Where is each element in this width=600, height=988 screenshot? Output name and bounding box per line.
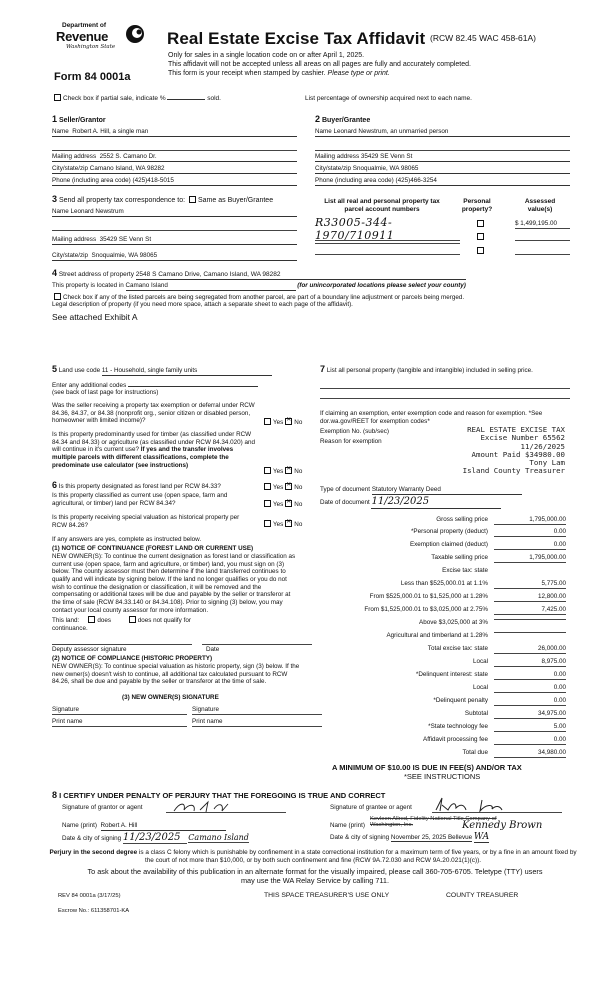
- additional-codes-field[interactable]: [128, 386, 258, 387]
- grantee-signature-row: Signature of grantee or agent: [330, 804, 412, 811]
- form-number: Form 84 0001a: [54, 71, 131, 83]
- grantee-name-row: Name (print) Kevleen Allred, Fidelity National Title Company of Washington, Inc. Kennedy Brown: [330, 816, 543, 831]
- street-address-field[interactable]: 2548 S Camano Drive, Camano Island, WA 98282: [136, 271, 466, 280]
- landuse-field[interactable]: 11 - Household, single family units: [102, 367, 272, 376]
- grantor-name-row: Name (print) Robert A. Hill: [62, 822, 226, 831]
- treasurer-use-only: THIS SPACE TREASURER'S USE ONLY: [264, 892, 390, 899]
- doc-date-row: Date of document 11/23/2025: [320, 496, 501, 509]
- page-title: Real Estate Excise Tax Affidavit: [167, 29, 426, 48]
- accessibility-notice: To ask about the availability of this publication in an alternate format for the visually impaired, please call 360-705-6705. Teletype (TTY) users may use the WA Relay Service by calling 711.: [87, 867, 543, 885]
- exemption-note: If claiming an exemption, enter exemption code and reason for exemption. *See dor.wa.gov/REET for exemption codes*: [320, 410, 543, 425]
- agri-tax[interactable]: [494, 632, 566, 633]
- partial-sale-checkbox[interactable]: [54, 94, 61, 101]
- notice1-heading: (1) NOTICE OF CONTINUANCE (FOREST LAND OR CURRENT USE): [52, 545, 254, 552]
- tax-row: Taxable selling price 1,795,000.00: [431, 554, 566, 561]
- current-use-question: Is this property classified as current use (open space, farm and agricultural, or timber) land per RCW 84.34?: [52, 492, 228, 507]
- logo-swirl-icon: [124, 24, 146, 44]
- total-due[interactable]: 34,980.00: [494, 749, 566, 758]
- segregate-row: Check box if any of the listed parcels are being segregated from another parcel, are part of a boundary line adjustment or parcels being merged.: [52, 293, 572, 302]
- correspondence-heading: 3 Send all property tax correspondence to: Same as Buyer/Grantee: [52, 194, 274, 204]
- if-yes-note: If any answers are yes, complete as instructed below.: [52, 536, 202, 543]
- grantee-state-handwritten[interactable]: WA: [473, 832, 490, 842]
- grantor-city-handwritten[interactable]: Camano Island: [188, 833, 249, 842]
- tax-row: *State technology fee 5.00: [428, 723, 566, 730]
- seller-name-field[interactable]: Name Robert A. Hill, a single man: [52, 128, 297, 137]
- tax-row: Excise tax: state: [442, 567, 488, 574]
- buyer-city-field[interactable]: City/state/zip Snoqualmie, WA 98065: [315, 165, 570, 174]
- tier2-tax[interactable]: 12,800.00: [494, 593, 566, 602]
- taxable-selling-price[interactable]: 1,795,000.00: [494, 554, 566, 563]
- personal-property-checkbox-1[interactable]: [477, 220, 484, 227]
- delinquent-interest-local[interactable]: 0.00: [494, 684, 566, 693]
- logo-dept: Department of: [62, 22, 107, 29]
- historic-yes-checkbox[interactable]: [264, 520, 271, 527]
- additional-codes-row: Enter any additional codes: [52, 382, 318, 390]
- personal-property-deduct[interactable]: 0.00: [494, 528, 566, 537]
- tax-row: Total excise tax: state 26,000.00: [427, 645, 566, 652]
- legal-label: Legal description of property (if you need more space, attach a separate sheet to each page of the affidavit).: [52, 301, 353, 309]
- assessed-value-1[interactable]: $ 1,499,195.00: [515, 220, 570, 229]
- tier1-tax[interactable]: 5,775.00: [494, 580, 566, 589]
- tax-row: Gross selling price 1,795,000.00: [436, 516, 566, 523]
- sec7: [320, 364, 572, 507]
- buyer-heading: 2 Buyer/Grantee: [315, 114, 371, 124]
- forest-question: 6 Is this property designated as forest land per RCW 84.33?: [52, 480, 221, 490]
- notice1-body: NEW OWNER(S): To continue the current designation as forest land or classification as current use (open space, farm and agriculture, or timber) land, you must sign on (3) below. The county assessor must then determine if the land transferred continues to qualify and will indicate by signing below. If the land no longer qualifies or you do not wish to continue the designation or classification, it will be removed and the compensating or additional taxes will be due and payable by the seller or transferor at the time of sale (RCW 84.33.140 or 84.34.108). Prior to signing (3) below, you may contact your local county assessor for more information.: [52, 553, 296, 614]
- tax-row: Local 8,975.00: [472, 658, 566, 665]
- timber-answer: Yes✕ No: [262, 467, 302, 476]
- street-section: [52, 268, 572, 322]
- minimum-notice: A MINIMUM OF $10.00 IS DUE IN FEE(S) AND/OR TAX: [332, 763, 522, 772]
- tax-row: Local 0.00: [472, 684, 566, 691]
- deputy-signature-label: Deputy assessor signature: [52, 646, 127, 653]
- timber-question: Is this property predominantly used for timber (as classified under RCW 84.34 and 84.33) or agriculture (as classified under RCW 84.34.020) and will continue in it's current use? If yes and the transfer involves multiple parcels with different classifications, complete the predominate use calculator (see instructions): [52, 431, 256, 469]
- personal-property-checkbox-2[interactable]: [477, 233, 484, 240]
- delinquent-penalty[interactable]: 0.00: [494, 697, 566, 706]
- personal-col-header: Personal property?: [461, 198, 493, 213]
- grantor-date-handwritten[interactable]: 11/23/2025: [123, 832, 187, 844]
- notice2-body: NEW OWNER(S): To continue special valuation as historic property, sign (3) below. If the new owner(s) doesn't wish to continue, all additional tax calculated pursuant to RCW 84.26, shall be due and payable by the seller or transferor at the time of sale.: [52, 663, 300, 686]
- historic-answer: Yes✕ No: [262, 520, 302, 529]
- corr-city-field[interactable]: City/state/zip Snoqualmie, WA 98065: [52, 252, 297, 261]
- tax-row: *Personal property (deduct) 0.00: [410, 528, 566, 535]
- new-owner-print-1[interactable]: Print name: [52, 718, 83, 725]
- dor-logo: [52, 22, 152, 58]
- see-last-page: (see back of last page for instructions): [52, 389, 159, 397]
- grantee-date-field[interactable]: November 25, 2025 Bellevue: [390, 834, 473, 841]
- doc-type-field[interactable]: Statutory Warranty Deed: [372, 486, 522, 495]
- forest-no-checkbox[interactable]: [285, 483, 292, 490]
- total-state-tax[interactable]: 26,000.00: [494, 645, 566, 654]
- notice2-heading: (2) NOTICE OF COMPLIANCE (HISTORIC PROPERTY): [52, 655, 213, 662]
- does-not-qualify-checkbox[interactable]: [129, 616, 136, 623]
- grantee-signature-field[interactable]: [432, 796, 562, 813]
- tax-row: *Delinquent interest: state 0.00: [415, 671, 566, 678]
- grantee-name-struck: Kevleen Allred, Fidelity National Title Company of Washington, Inc.: [370, 816, 497, 829]
- seller-section: [52, 114, 297, 184]
- doc-date-field[interactable]: 11/23/2025: [371, 496, 501, 509]
- forest-answer: Yes✕ No: [262, 483, 302, 492]
- landuse-row: 5 Land use code 11 - Household, single family units: [52, 364, 318, 376]
- segregate-checkbox[interactable]: [54, 293, 61, 300]
- assessed-col-header: Assessed value(s): [524, 198, 556, 213]
- new-owner-print-2[interactable]: Print name: [192, 718, 223, 725]
- deputy-date-label: Date: [206, 646, 220, 653]
- tax-row: Total due 34,980.00: [462, 749, 566, 756]
- forest-yes-checkbox[interactable]: [264, 483, 271, 490]
- exempt-question: Was the seller receiving a property tax exemption or deferral under RCW 84.36, 84.37, or 84.38 (nonprofit org., senior citizen or disabled person, homeowner with limited income)?: [52, 402, 255, 425]
- location-row: This property is located in Camano Island (for unincorporated locations please select your county): [52, 281, 466, 289]
- tax-row: Less than $525,000.01 at 1.1% 5,775.00: [400, 580, 566, 587]
- tax-row: From $1,525,000.01 to $3,025,000 at 2.75% 7,425.00: [364, 606, 566, 613]
- does-qualify-checkbox[interactable]: [88, 616, 95, 623]
- parcel-col-header: List all real and personal property tax parcel account numbers: [324, 198, 440, 213]
- header-line2: This affidavit will not be accepted unless all areas on all pages are fully and accurately completed.: [168, 61, 471, 68]
- processing-fee[interactable]: 0.00: [494, 736, 566, 745]
- historic-question: Is this property receiving special valuation as historical property per RCW 84.26?: [52, 514, 240, 529]
- tier3-tax[interactable]: 7,425.00: [494, 606, 566, 615]
- exemption-deduct[interactable]: 0.00: [494, 541, 566, 550]
- certify-heading: 8 I CERTIFY UNDER PENALTY OF PERJURY THAT THE FOREGOING IS TRUE AND CORRECT: [52, 790, 386, 800]
- local-tax[interactable]: 8,975.00: [494, 658, 566, 667]
- reason-label: Reason for exemption: [320, 438, 382, 445]
- tax-row: Above $3,025,000 at 3%: [318, 619, 568, 628]
- seller-city-field[interactable]: City/state/zip Camano Island, WA 98282: [52, 165, 297, 174]
- grantor-signature-field[interactable]: [166, 800, 286, 813]
- corr-name-field[interactable]: Name Leonard Newstrum: [52, 208, 297, 217]
- qualify-row: This land: does does not qualify for continuance.: [52, 617, 191, 632]
- buyer-mail-field[interactable]: Mailing address 35429 SE Venn St: [315, 153, 570, 162]
- grantor-signature-row: Signature of grantor or agent: [62, 804, 143, 811]
- ownership-note: List percentage of ownership acquired next to each name.: [305, 95, 472, 102]
- location-field[interactable]: Camano Island: [126, 282, 296, 291]
- personal-property-checkbox-3[interactable]: [477, 247, 484, 254]
- notice3-heading: (3) NEW OWNER(S) SIGNATURE: [122, 694, 219, 701]
- tax-row: Subtotal 34,975.00: [464, 710, 566, 717]
- grantee-date-row: Date & city of signing November 25, 2025 Bellevue WA: [330, 832, 490, 842]
- gross-selling-price[interactable]: 1,795,000.00: [494, 516, 566, 525]
- delinquent-interest-state[interactable]: 0.00: [494, 671, 566, 680]
- tax-row: Agricultural and timberland at 1.28%: [318, 632, 568, 641]
- exempt-answer: Yes✕ No: [262, 418, 302, 427]
- partial-sale-row: Check box if partial sale, indicate % sold.: [52, 94, 221, 103]
- escrow-number: Escrow No.: 611358701-KA: [58, 908, 130, 914]
- buyer-section: [315, 114, 570, 184]
- exempt-no-checkbox[interactable]: [285, 418, 292, 425]
- current-use-answer: Yes✕ No: [262, 500, 302, 509]
- grantor-name-field[interactable]: Robert A. Hill: [101, 822, 226, 831]
- tax-row: From $525,000.01 to $1,525,000 at 1.28% 12,800.00: [369, 593, 566, 600]
- landuse-section: [52, 364, 318, 475]
- personal-property-label: 7 List all personal property (tangible and intangible) included in selling price.: [320, 364, 533, 374]
- subtotal[interactable]: 34,975.00: [494, 710, 566, 719]
- tier4-tax[interactable]: [494, 619, 566, 620]
- new-owner-signature-1[interactable]: Signature: [52, 706, 79, 713]
- exempt-yes-checkbox[interactable]: [264, 418, 271, 425]
- technology-fee[interactable]: 5.00: [494, 723, 566, 732]
- see-instructions: *SEE INSTRUCTIONS: [404, 772, 481, 781]
- header-line3: This form is your receipt when stamped by cashier. Please type or print.: [168, 70, 390, 77]
- grantee-name-handwritten[interactable]: Kennedy Brown: [462, 820, 543, 831]
- street-address-row: 4 Street address of property 2548 S Camano Drive, Camano Island, WA 98282: [52, 268, 572, 280]
- tax-row: *Delinquent penalty 0.00: [433, 697, 566, 704]
- same-as-buyer-checkbox[interactable]: [189, 196, 196, 203]
- buyer-phone-field[interactable]: Phone (including area code) (425)466-3254: [315, 177, 570, 186]
- perjury-notice: Perjury in the second degree is a class C felony which is punishable by confinement in a state correctional institution for a maximum term of five years, or by a fine in an amount fixed by the court of not more than $10,000, or by both such confinement and fine (RCW 9A.72.030 and RCW 9A.20.021(1)(c)).: [49, 849, 577, 864]
- seller-phone-field[interactable]: Phone (including area code) (425)418-5015: [52, 177, 297, 186]
- tax-row: Affidavit processing fee 0.00: [423, 736, 566, 743]
- new-owner-signature-2[interactable]: Signature: [192, 706, 219, 713]
- legal-description[interactable]: See attached Exhibit A: [52, 311, 138, 322]
- doc-type-row: Type of document Statutory Warranty Deed: [320, 486, 522, 495]
- seller-heading: 1 Seller/Grantor: [52, 114, 106, 124]
- correspondence-section: [52, 194, 297, 259]
- buyer-name-field[interactable]: Name Leonard Newstrum, an unmarried person: [315, 128, 570, 137]
- treasurer-stamp: REAL ESTATE EXCISE TAX Excise Number 65562 11/26/2025 Amount Paid $34980.00 Tony Lam Island County Treasurer: [462, 425, 565, 476]
- timber-no-checkbox[interactable]: [285, 467, 292, 474]
- partial-percent-field[interactable]: [167, 99, 205, 100]
- grantor-date-row: Date & city of signing 11/23/2025 Camano Island: [62, 832, 249, 843]
- form-revision: REV 84 0001a (3/17/25): [58, 893, 121, 899]
- header-line1: Only for sales in a single location code on or after April 1, 2025.: [168, 52, 365, 59]
- timber-yes-checkbox[interactable]: [264, 467, 271, 474]
- logo-name: Revenue: [56, 29, 109, 44]
- seller-mail-field[interactable]: Mailing address 2552 S. Camano Dr.: [52, 153, 297, 162]
- logo-state: Washington State: [66, 44, 116, 50]
- exemption-no-label: Exemption No. (sub/sec): [320, 428, 389, 435]
- parcel-number-handwritten[interactable]: R33005-344-1970/710911: [315, 216, 460, 244]
- historic-no-checkbox[interactable]: [285, 520, 292, 527]
- current-use-no-checkbox[interactable]: [285, 500, 292, 507]
- title-citation: (RCW 82.45 WAC 458-61A): [430, 33, 536, 43]
- county-treasurer-label: COUNTY TREASURER: [446, 892, 519, 899]
- corr-mail-field[interactable]: Mailing address 35429 SE Venn St: [52, 236, 297, 245]
- tax-row: Exemption claimed (deduct) 0.00: [409, 541, 566, 548]
- current-use-yes-checkbox[interactable]: [264, 500, 271, 507]
